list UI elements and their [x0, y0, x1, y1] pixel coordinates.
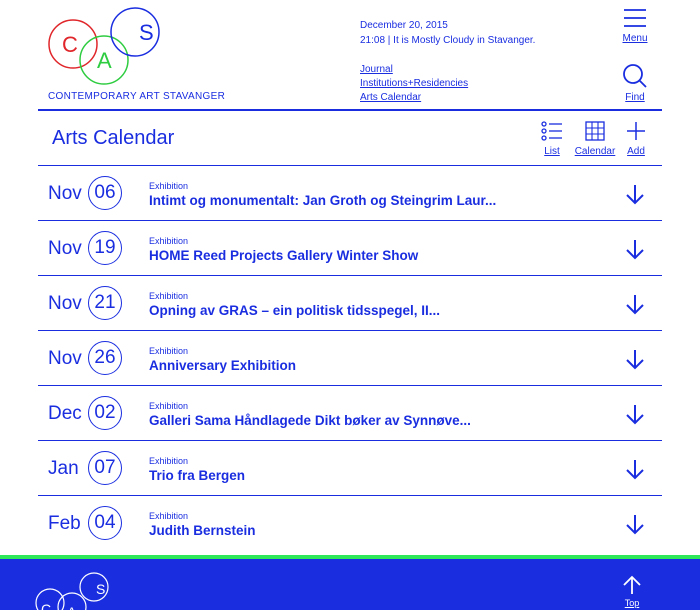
calendar-label: Calendar [574, 146, 616, 157]
event-title[interactable]: Galleri Sama Håndlagede Dikt bøker av Synnøve... [149, 413, 471, 428]
arrow-up-icon [622, 575, 642, 595]
nav-link-arts-calendar[interactable]: Arts Calendar [360, 92, 422, 103]
arrow-down-icon[interactable] [624, 348, 646, 370]
footer-logo-letter-c: C [41, 601, 52, 616]
event-title[interactable]: Judith Bernstein [149, 523, 256, 538]
event-row[interactable] [38, 276, 662, 331]
event-day: 02 [88, 396, 122, 430]
footer-cas-logo[interactable] [32, 571, 116, 616]
event-title[interactable]: Opning av GRAS – ein politisk tidsspegel, II... [149, 303, 441, 318]
event-day: 26 [88, 341, 122, 375]
event-row[interactable] [38, 331, 662, 386]
event-title[interactable]: Intimt og monumentalt: Jan Groth og Steingrim Laur... [149, 193, 497, 208]
event-row[interactable] [38, 166, 662, 221]
event-day: 06 [88, 176, 122, 210]
calendar-view-button[interactable] [574, 121, 616, 157]
arrow-down-icon[interactable] [624, 513, 646, 535]
menu-button[interactable] [620, 8, 650, 44]
calendar-grid-icon [585, 121, 605, 141]
primary-nav [360, 63, 468, 105]
event-type: Exhibition [149, 181, 189, 191]
event-row[interactable] [38, 441, 662, 496]
event-type: Exhibition [149, 456, 189, 466]
event-type: Exhibition [149, 346, 189, 356]
logo-letter-c: C [62, 32, 78, 57]
add-event-button[interactable] [624, 121, 648, 157]
event-month: Nov [48, 348, 82, 369]
event-month: Nov [48, 183, 82, 204]
event-type: Exhibition [149, 401, 189, 411]
list-view-button[interactable] [540, 121, 564, 157]
site-footer [0, 555, 700, 616]
event-title[interactable]: HOME Reed Projects Gallery Winter Show [149, 248, 419, 263]
arrow-down-icon[interactable] [624, 403, 646, 425]
list-icon [541, 121, 563, 141]
event-row[interactable] [38, 386, 662, 441]
nav-link-institutions[interactable]: Institutions+Residencies [360, 78, 469, 89]
arrow-down-icon[interactable] [624, 458, 646, 480]
event-row[interactable] [38, 221, 662, 276]
find-button[interactable] [620, 63, 650, 103]
event-type: Exhibition [149, 291, 189, 301]
event-month: Nov [48, 293, 82, 314]
brand-name: CONTEMPORARY ART STAVANGER [48, 91, 226, 102]
logo-letter-s: S [139, 20, 154, 45]
event-day: 04 [88, 506, 122, 540]
site-info [360, 18, 535, 48]
page-title: Arts Calendar [52, 127, 175, 149]
header-divider [38, 109, 662, 111]
footer-logo-letter-s: S [96, 581, 106, 597]
hamburger-icon [623, 8, 647, 28]
arrow-down-icon[interactable] [624, 238, 646, 260]
event-month: Dec [48, 403, 82, 424]
menu-label: Menu [622, 33, 648, 44]
find-label: Find [625, 92, 645, 103]
footer-logo-letter-a: A [67, 604, 77, 616]
event-title[interactable]: Anniversary Exhibition [149, 358, 297, 373]
back-to-top-button[interactable] [622, 575, 642, 608]
current-date: December 20, 2015 [360, 20, 448, 31]
event-month: Feb [48, 513, 81, 534]
weather-status: 21:08 | It is Mostly Cloudy in Stavanger. [360, 35, 536, 46]
nav-link-journal[interactable]: Journal [360, 64, 393, 75]
event-month: Nov [48, 238, 82, 259]
event-type: Exhibition [149, 236, 189, 246]
event-day: 21 [88, 286, 122, 320]
list-label: List [544, 146, 560, 157]
site-header [0, 0, 700, 110]
event-day: 07 [88, 451, 122, 485]
event-title[interactable]: Trio fra Bergen [149, 468, 246, 483]
add-label: Add [627, 146, 645, 157]
event-month: Jan [48, 458, 79, 479]
arrow-down-icon[interactable] [624, 293, 646, 315]
top-label: Top [624, 598, 640, 608]
event-day: 19 [88, 231, 122, 265]
event-type: Exhibition [149, 511, 189, 521]
event-list [38, 166, 662, 551]
search-icon [622, 63, 648, 89]
arrow-down-icon[interactable] [624, 183, 646, 205]
cas-logo[interactable] [40, 5, 170, 90]
logo-letter-a: A [97, 48, 112, 73]
event-row[interactable] [38, 496, 662, 551]
plus-icon [626, 121, 646, 141]
